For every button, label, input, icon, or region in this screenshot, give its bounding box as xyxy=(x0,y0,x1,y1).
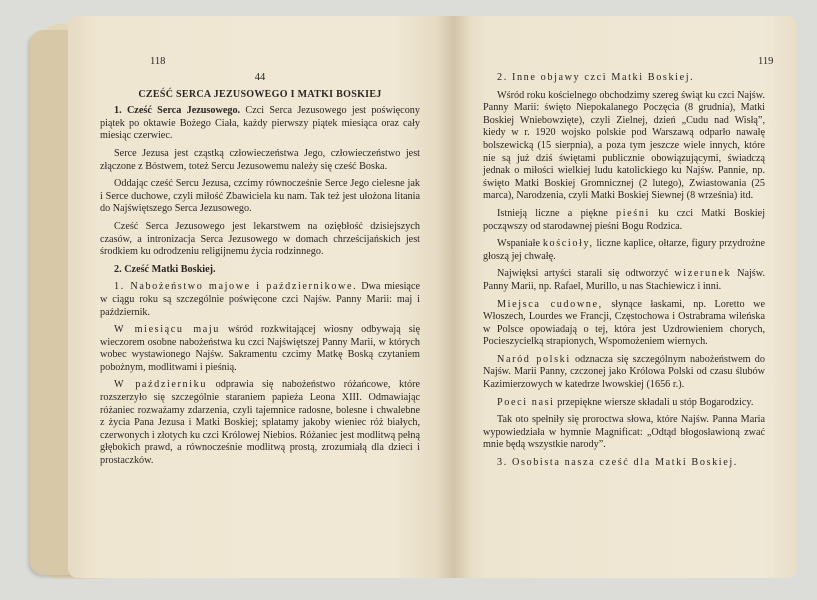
paragraph: Najwięksi artyści starali się odtworzyć wizerunek Najśw. Panny Marii, np. Rafael, Murillo, u nas Stachiewicz i inni. xyxy=(483,268,766,292)
paragraph: Cześć Serca Jezusowego jest lekarstwem na oziębłość dzisiejszych czasów, a intronizacja Serca Jezusowego w domach chrześcijańskich jest środkiem ku odrodzeniu religijnemu życia rodzinnego. xyxy=(100,220,420,258)
chapter-title: CZEŚĆ SERCA JEZUSOWEGO I MATKI BOSKIEJ xyxy=(138,88,382,100)
paragraph: W październiku odprawia się nabożeństwo różańcowe, które rozszerzyło się szczególnie staraniem papieża Leona XIII. Odmawiając różaniec rozważamy zdarzenia, czyli tajemnice radosne, bolesne i chwalebne z życia Pana Jezusa i Matki Boskiej; splatamy jakoby wieniec róż białych, czerwonych i złotych ku czci Królowej Niebios. Różaniec jest modlitwą pełną głębokich prawd, a równocześnie modlitwą prostą, zrozumiałą dla dzieci i prostaczków. xyxy=(100,379,420,467)
section-heading: 2. Inne objawy czci Matki Boskiej. xyxy=(497,72,695,83)
paragraph: Serce Jezusa jest cząstką człowieczeństwa Jego, człowieczeństwo jest złączone z Bóstwem, toteż Sercu Jezusowemu należy się cześć Boska. xyxy=(100,147,420,172)
chapter-number: 44 xyxy=(254,72,266,83)
paragraph: Istnieją liczne a piękne pieśni ku czci Matki Boskiej począwszy od starodawnej pieśni Bogu Rodzica. xyxy=(483,207,766,232)
book-gutter xyxy=(436,16,470,578)
paragraph: Wspaniałe kościoły, liczne kaplice, ołtarze, figury przydrożne głoszą jej chwałę. xyxy=(483,238,766,262)
paragraph: Miejsca cudowne, słynące łaskami, np. Loretto we Włoszech, Lourdes we Francji, Częstochowa i Ostrabrama wileńska w Polsce opowiadają o tej, która jest Uzdrowieniem chorych, Pocieszycielką strapionych, Wspomożeniem wiernych. xyxy=(483,298,765,348)
paragraph: 1. Cześć Serca Jezusowego. Czci Serca Jezusowego jest poświęcony piątek po oktawie Bożego Ciała, każdy pierwszy piątek miesiąca oraz cały miesiąc czerwiec. xyxy=(100,105,420,142)
paragraph: Tak oto spełniły się proroctwa słowa, które Najśw. Panna Maria wypowiedziała w hymnie Magnificat: „Odtąd błogosławioną zwać mnie będą wszystkie narody”. xyxy=(483,414,765,451)
section-heading: 1. Cześć Serca Jezusowego. xyxy=(114,105,241,117)
left-page-text xyxy=(100,72,420,473)
right-page-number: 119 xyxy=(758,56,774,67)
left-page-number: 118 xyxy=(150,56,166,67)
paragraph: Poeci nasi przepiękne wiersze składali u stóp Bogarodzicy. xyxy=(497,396,754,408)
section-heading: 3. Osobista nasza cześć dla Matki Boskiej. xyxy=(497,457,738,469)
paragraph: Naród polski odznacza się szczególnym nabożeństwem do Najśw. Marii Panny, czczonej jako Królowa Polski od czasu ślubów Kazimierzowych w katedrze lwowskiej (1656 r.). xyxy=(483,353,765,391)
section-heading: 2. Cześć Matki Boskiej. xyxy=(114,263,216,275)
right-page-text xyxy=(483,72,765,475)
paragraph: Oddając cześć Sercu Jezusa, czcimy równocześnie Serce Jego cielesne jak i Serce duchowe, czyli miłość Zbawiciela ku nam. Tak też jest ułożona litania do Najświętszego Serca Jezusowego. xyxy=(100,178,420,215)
paragraph: Wśród roku kościelnego obchodzimy szereg świąt ku czci Najśw. Panny Marii: święto Niepokalanego Poczęcia (8 grudnia), Matki Boskiej Wniebowzięte), czyli Zielnej, dzień „Cudu nad Wisłą”, kiedy w r. 1920 wojsko polskie pod Warszawą odparło nawałę bolszewicką (15 sierpnia), a poza tym jeszcze wiele innych, które nie są już dziś świętami publicznie obowiązującymi, świadczą jednak o miłości wielkiej ludu katolickiego ku Najśw. Pannie, np. święto Matki Boskiej Gromnicznej (2 lutego), Zwiastowania (25 marca), Narodzenia, czyli Matki Boskiej Siewnej (8 września) itd. xyxy=(483,89,765,202)
paragraph: 1. Nabożeństwo majowe i październikowe. Dwa miesiące w ciągu roku są szczególnie poświęcone czci Najśw. Panny Marii: maj i październik. xyxy=(100,281,420,318)
paragraph: W miesiącu maju wśród rozkwitającej wiosny odbywają się wieczorem osobne nabożeństwa ku czci Najświętszej Panny Marii, w których wobec wystawionego Najśw. Sakramentu czcimy Matkę Boską czytaniem pobożnym, modlitwami i pieśnią. xyxy=(100,324,421,373)
